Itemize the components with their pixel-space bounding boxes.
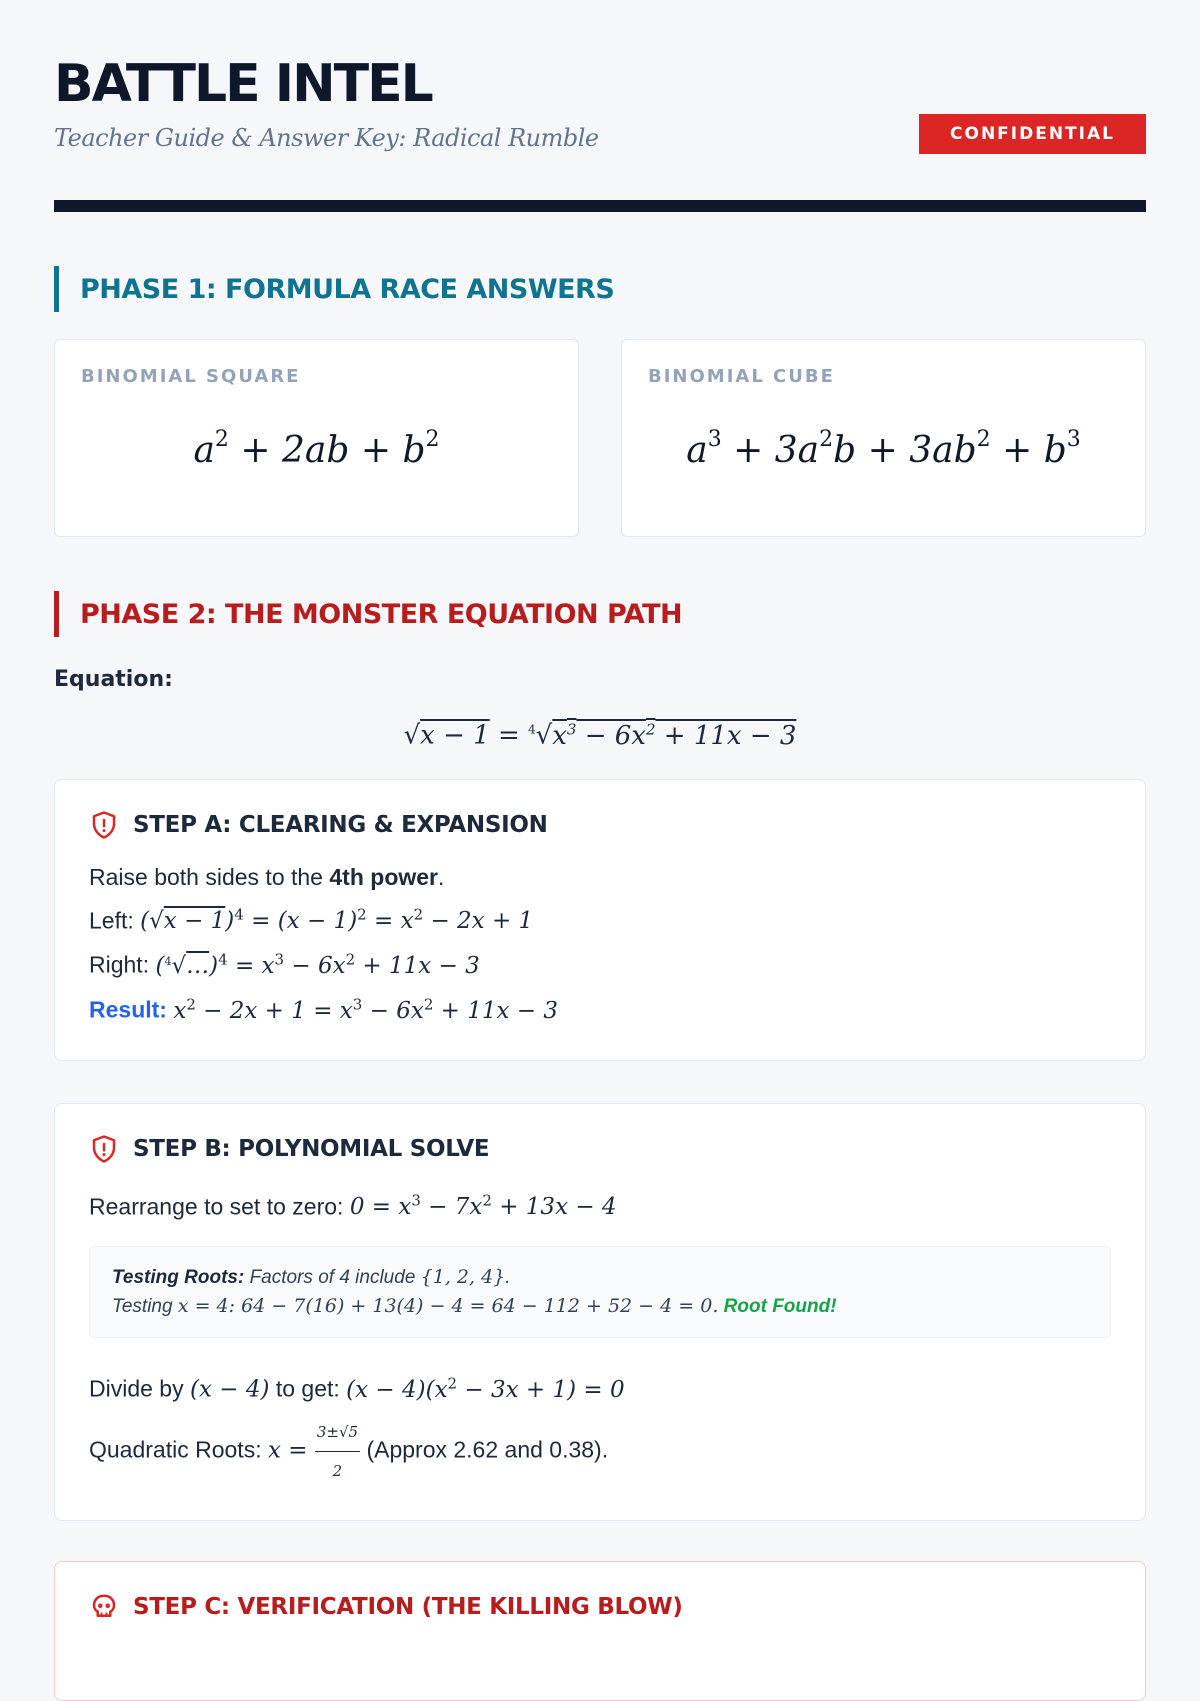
step-a-result: Result: $x^2 - 2x + 1 = x^3 - 6x^2 + 11x - 3$: [89, 994, 559, 1024]
page-title: BATTLE INTEL: [54, 54, 432, 114]
skull-icon: [89, 1592, 119, 1622]
step-b-divide: Divide by (x − 4) to get: $(x - 4)(x^2 - 3x + 1) = 0$: [89, 1374, 625, 1403]
left-label: Left:: [89, 907, 141, 934]
step-a-right: Right: ($^4$√…)$^4$ = $x^3 - 6x^2 + 11x - 3$: [89, 950, 480, 979]
header-divider: [54, 200, 1146, 212]
step-b-rearrange: Rearrange to set to zero: $0 = x^3 - 7x^2 + 13x - 4$: [89, 1191, 617, 1221]
phase-2-heading: PHASE 2: THE MONSTER EQUATION PATH: [54, 591, 1146, 637]
shield-alert-icon: [89, 1134, 119, 1164]
testing-label: Testing Roots:: [112, 1267, 245, 1289]
right-label: Right:: [89, 951, 156, 978]
step-c-title: STEP C: VERIFICATION (THE KILLING BLOW): [133, 1593, 683, 1620]
rearrange-label: Rearrange to set to zero:: [89, 1193, 350, 1220]
step-b-header: [89, 1134, 1111, 1164]
approx-text: (Approx 2.62 and 0.38).: [360, 1436, 609, 1463]
binomial-cube-card: [621, 339, 1146, 537]
testing-roots-line: Testing Roots: Factors of 4 include {1, 2, 4}.: [112, 1266, 511, 1289]
testing-x4-line: Testing x = 4: 64 − 7(16) + 13(4) − 4 = 64 − 112 + 52 − 4 = 0. Root Found!: [112, 1295, 837, 1318]
step-b-title: STEP B: POLYNOMIAL SOLVE: [133, 1135, 490, 1162]
quadratic-label: Quadratic Roots:: [89, 1436, 268, 1463]
confidential-badge: CONFIDENTIAL: [919, 114, 1146, 154]
divide-mid: to get:: [269, 1375, 347, 1402]
card-label: BINOMIAL CUBE: [648, 366, 835, 387]
binomial-square-formula: $a^2 + 2ab + b^2$: [193, 427, 440, 471]
card-label: BINOMIAL SQUARE: [81, 366, 301, 387]
shield-alert-icon: [89, 810, 119, 840]
intro-bold: 4th power: [329, 863, 438, 890]
formula-cards: [54, 339, 1146, 537]
binomial-square-card: [54, 339, 579, 537]
phase-1-heading: PHASE 1: FORMULA RACE ANSWERS: [54, 266, 1146, 312]
equation-label: Equation:: [54, 667, 173, 692]
intro-text: Raise both sides to the: [89, 863, 330, 890]
root-found-label: Root Found!: [723, 1296, 837, 1318]
step-a-title: STEP A: CLEARING & EXPANSION: [133, 811, 548, 838]
testing-prefix: Testing: [112, 1296, 178, 1318]
result-label: Result:: [89, 996, 167, 1023]
step-b-quadratic: Quadratic Roots: x = $\frac{3\pm√5}{2}$ (Approx 2.62 and 0.38).: [89, 1413, 1111, 1490]
step-a-intro: [89, 858, 1111, 896]
step-a-header: [89, 810, 1111, 840]
quadratic-fraction: $\frac{3\pm√5}{2}$: [315, 1413, 360, 1490]
intro-suffix: .: [438, 863, 445, 890]
page-subtitle: Teacher Guide & Answer Key: Radical Rumble: [54, 124, 599, 152]
testing-roots-box: [89, 1246, 1111, 1338]
divide-prefix: Divide by: [89, 1375, 190, 1402]
step-c-card: [54, 1561, 1146, 1701]
header: [54, 54, 1146, 200]
step-a-left: Left: $(√x - 1)^4 = (x - 1)^2 = x^2 - 2x + 1$: [89, 905, 534, 935]
step-b-card: [54, 1103, 1146, 1521]
factors-text: Factors of 4 include: [244, 1267, 421, 1289]
step-a-card: [54, 779, 1146, 1061]
monster-equation: $√x - 1 = ^4√x^3 - 6x^2 + 11x - 3$: [403, 720, 797, 751]
step-c-header: [89, 1592, 1111, 1622]
binomial-cube-formula: $a^3 + 3a^2b + 3ab^2 + b^3$: [686, 427, 1081, 471]
